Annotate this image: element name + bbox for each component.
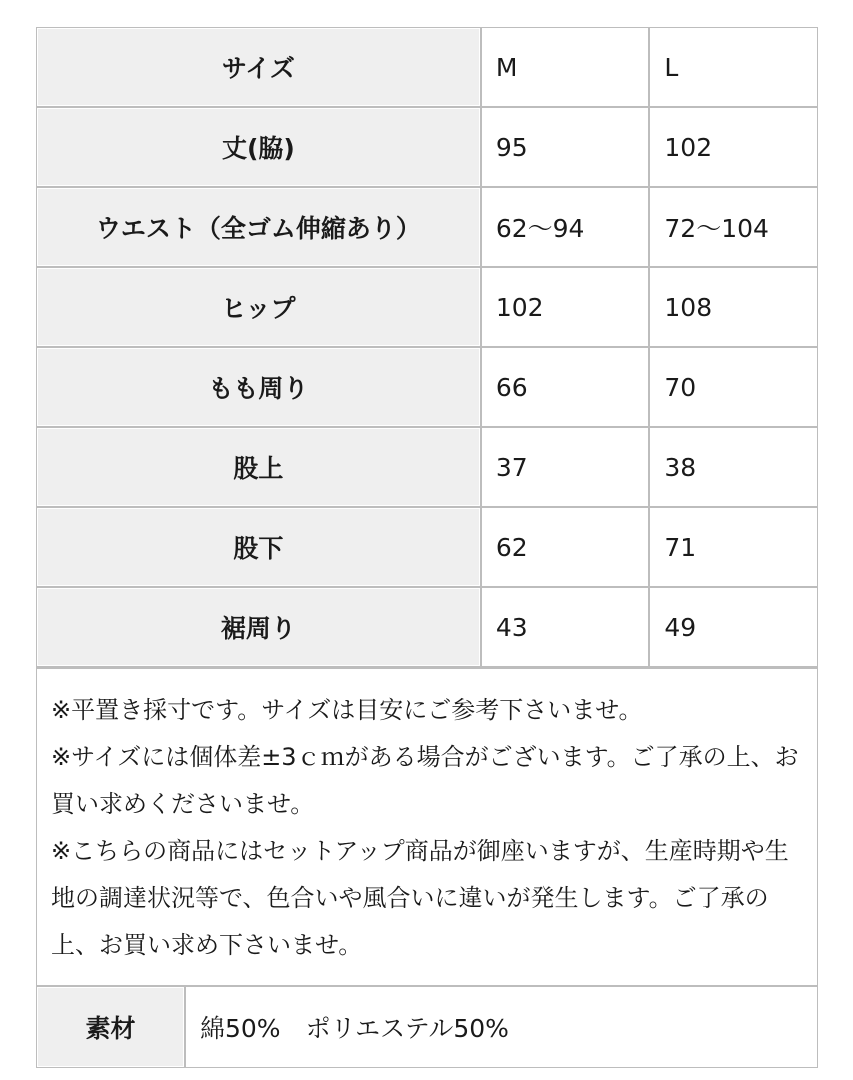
row-value-l: 49	[649, 587, 818, 667]
row-label: 丈(脇)	[36, 107, 481, 187]
header-size-m: M	[481, 27, 650, 107]
row-value-l: 38	[649, 427, 818, 507]
material-table	[36, 986, 818, 1068]
row-value-l: 72〜104	[649, 187, 818, 267]
note-text: ※こちらの商品にはセットアップ商品が御座いますが、生産時期や生地の調達状況等で、色合いや風合いに違いが発生します。ご了承の上、お買い求め下さいませ。	[51, 837, 789, 959]
table-header-row	[36, 27, 818, 107]
note-text: ※平置き採寸です。サイズは目安にご参考下さいませ。	[51, 696, 643, 724]
row-value-m: 37	[481, 427, 650, 507]
note-text: ※サイズには個体差±3ｃｍがある場合がございます。ご了承の上、お買い求めくださいませ。	[51, 743, 799, 818]
row-value-m: 43	[481, 587, 650, 667]
header-label: サイズ	[36, 27, 481, 107]
table-row	[36, 587, 818, 667]
material-value: 綿50% ポリエステル50%	[185, 986, 818, 1068]
table-row	[36, 427, 818, 507]
table-row	[36, 347, 818, 427]
row-value-m: 62〜94	[481, 187, 650, 267]
row-label: 股上	[36, 427, 481, 507]
material-label: 素材	[36, 986, 185, 1068]
material-row	[36, 986, 818, 1068]
row-label: ウエスト（全ゴム伸縮あり）	[36, 187, 481, 267]
table-row	[36, 267, 818, 347]
row-value-m: 66	[481, 347, 650, 427]
row-value-l: 102	[649, 107, 818, 187]
header-size-l: L	[649, 27, 818, 107]
row-label: もも周り	[36, 347, 481, 427]
row-value-l: 71	[649, 507, 818, 587]
table-row	[36, 187, 818, 267]
row-value-m: 95	[481, 107, 650, 187]
table-row	[36, 507, 818, 587]
row-value-m: 62	[481, 507, 650, 587]
row-value-l: 108	[649, 267, 818, 347]
row-value-l: 70	[649, 347, 818, 427]
table-row	[36, 107, 818, 187]
row-label: 股下	[36, 507, 481, 587]
notes-box	[36, 667, 818, 986]
row-label: 裾周り	[36, 587, 481, 667]
size-chart	[36, 27, 818, 1068]
size-table	[36, 27, 818, 667]
row-value-m: 102	[481, 267, 650, 347]
row-label: ヒップ	[36, 267, 481, 347]
